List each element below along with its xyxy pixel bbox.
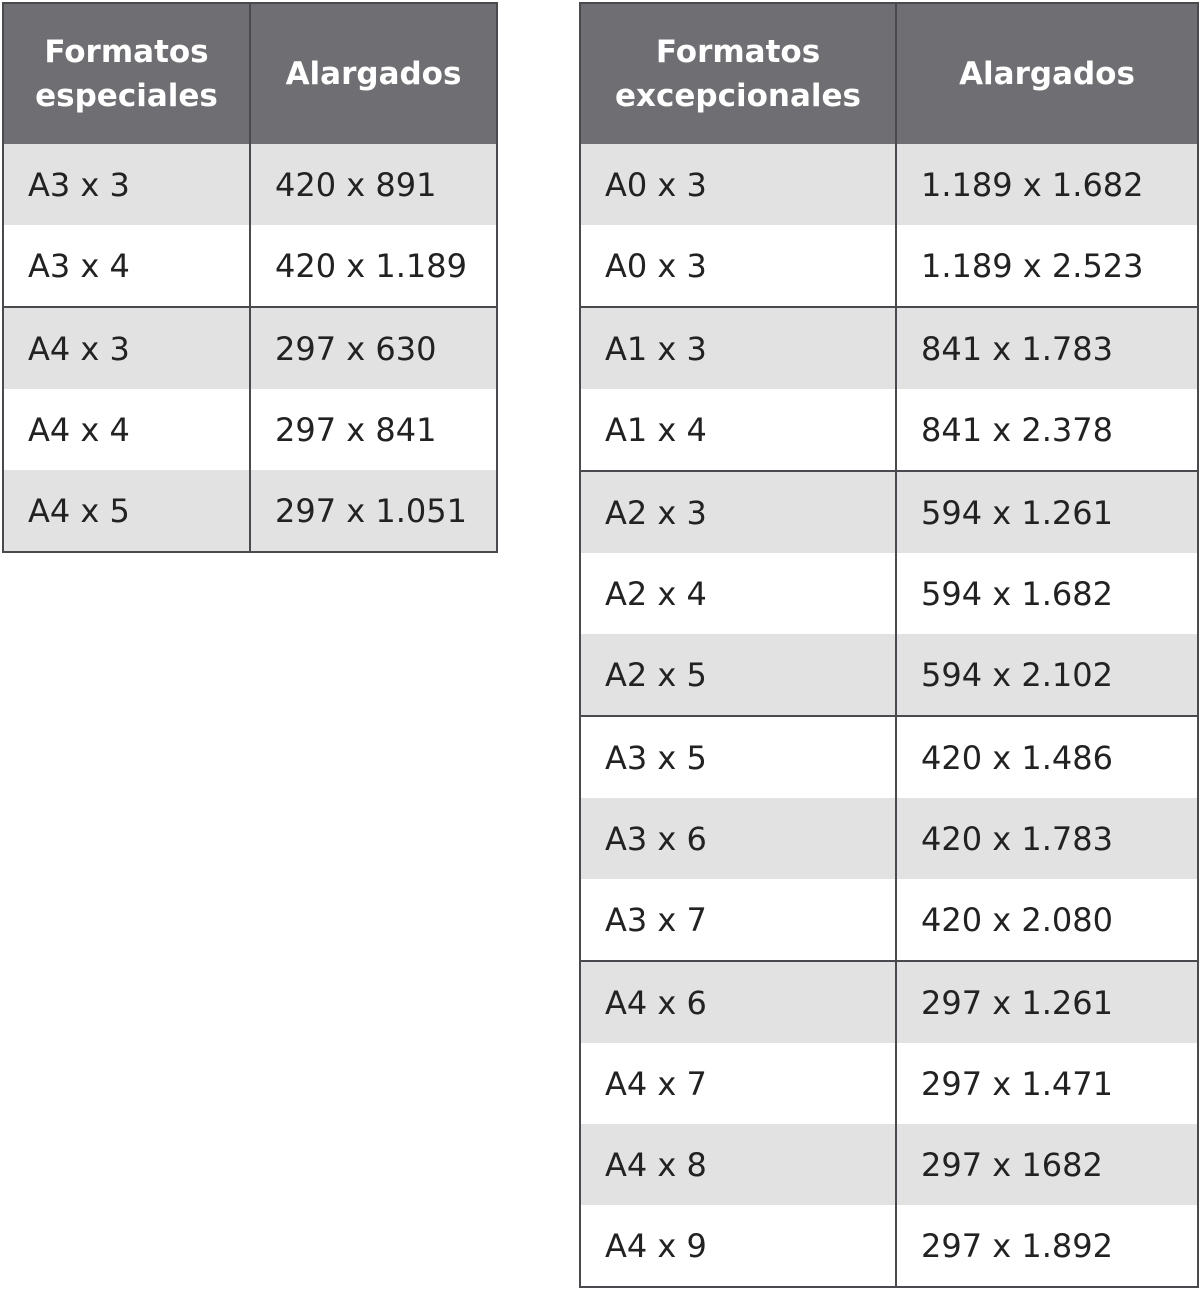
header-alargados: Alargados [896,3,1198,144]
format-cell: A4 x 8 [580,1124,896,1205]
table-row [580,144,1198,225]
table-row [580,471,1198,553]
header-alargados: Alargados [250,3,497,144]
size-cell: 420 x 1.189 [250,225,497,307]
table-row [580,1043,1198,1124]
format-cell: A4 x 5 [3,470,250,552]
table-row [580,634,1198,716]
format-cell: A4 x 9 [580,1205,896,1287]
size-cell: 1.189 x 2.523 [896,225,1198,307]
format-cell: A4 x 6 [580,961,896,1043]
header-formatos-excepcionales: Formatos excepcionales [580,3,896,144]
table-row [580,1124,1198,1205]
format-cell: A2 x 3 [580,471,896,553]
size-cell: 420 x 2.080 [896,879,1198,961]
size-cell: 1.189 x 1.682 [896,144,1198,225]
size-cell: 841 x 2.378 [896,389,1198,471]
format-cell: A4 x 4 [3,389,250,470]
table-row [3,225,497,307]
size-cell: 420 x 1.783 [896,798,1198,879]
format-cell: A3 x 5 [580,716,896,798]
table-row [580,798,1198,879]
table-row [580,389,1198,471]
format-cell: A1 x 3 [580,307,896,389]
formatos-especiales-table [2,2,498,553]
size-cell: 297 x 1.051 [250,470,497,552]
table-row [580,716,1198,798]
format-cell: A2 x 5 [580,634,896,716]
table-row [3,144,497,225]
size-cell: 297 x 1.261 [896,961,1198,1043]
formatos-excepcionales-table [579,2,1199,1288]
table-row [3,389,497,470]
size-cell: 594 x 1.682 [896,553,1198,634]
format-cell: A4 x 7 [580,1043,896,1124]
table-row [580,225,1198,307]
table-row [580,307,1198,389]
format-cell: A3 x 3 [3,144,250,225]
size-cell: 594 x 2.102 [896,634,1198,716]
size-cell: 841 x 1.783 [896,307,1198,389]
size-cell: 297 x 1682 [896,1124,1198,1205]
format-cell: A0 x 3 [580,144,896,225]
table-row [580,1205,1198,1287]
format-cell: A4 x 3 [3,307,250,389]
size-cell: 297 x 1.892 [896,1205,1198,1287]
size-cell: 297 x 630 [250,307,497,389]
table-row [580,553,1198,634]
table-row [3,470,497,552]
table-row [580,961,1198,1043]
size-cell: 594 x 1.261 [896,471,1198,553]
format-cell: A0 x 3 [580,225,896,307]
format-cell: A3 x 4 [3,225,250,307]
header-row [3,3,497,144]
format-cell: A3 x 6 [580,798,896,879]
size-cell: 420 x 1.486 [896,716,1198,798]
table-row [3,307,497,389]
size-cell: 420 x 891 [250,144,497,225]
table-row [580,879,1198,961]
format-cell: A3 x 7 [580,879,896,961]
header-row [580,3,1198,144]
header-formatos-especiales: Formatos especiales [3,3,250,144]
size-cell: 297 x 841 [250,389,497,470]
size-cell: 297 x 1.471 [896,1043,1198,1124]
format-cell: A2 x 4 [580,553,896,634]
format-cell: A1 x 4 [580,389,896,471]
